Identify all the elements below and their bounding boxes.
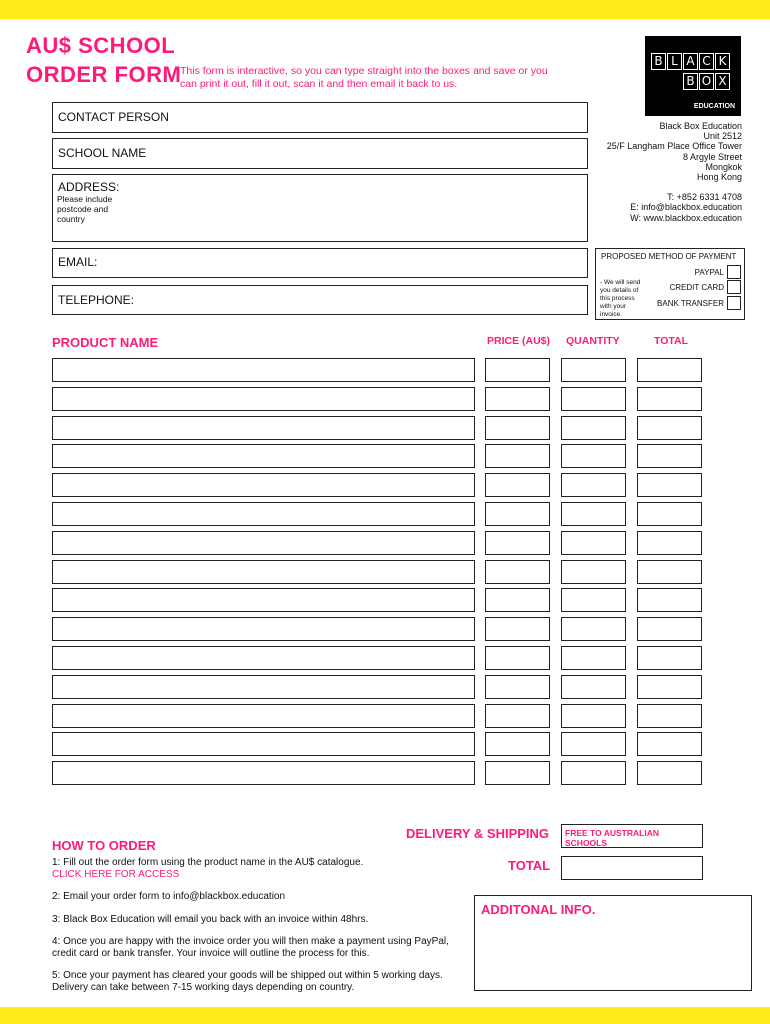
additional-info-field[interactable] bbox=[474, 895, 752, 991]
quantity-input[interactable] bbox=[561, 617, 626, 641]
address-field[interactable] bbox=[52, 174, 588, 242]
address-label: ADDRESS: bbox=[58, 180, 120, 194]
logo-letter: B bbox=[683, 73, 698, 90]
total-input[interactable] bbox=[637, 444, 702, 468]
product-name-header: PRODUCT NAME bbox=[52, 335, 159, 350]
product-name-input[interactable] bbox=[52, 704, 475, 728]
page-title-line1: AU$ SCHOOL bbox=[26, 33, 176, 58]
product-name-input[interactable] bbox=[52, 588, 475, 612]
total-input[interactable] bbox=[637, 416, 702, 440]
price-input[interactable] bbox=[485, 531, 550, 555]
product-name-input[interactable] bbox=[52, 732, 475, 756]
additional-info-label: ADDITONAL INFO. bbox=[481, 902, 596, 917]
logo-letter: B bbox=[651, 53, 666, 70]
step-1: 1: Fill out the order form using the product name in the AU$ catalogue. bbox=[52, 857, 364, 868]
company-contact: Black Box Education Unit 2512 25/F Langham Place Office Tower 8 Argyle Street Mongkok Hong Kong T: +852 6331 4708 E: info@blackbox.education W: www.blackbox.education bbox=[606, 121, 742, 223]
total-input[interactable] bbox=[637, 560, 702, 584]
logo-subtitle: EDUCATION bbox=[693, 103, 735, 110]
step-2: 2: Email your order form to info@blackbox.education bbox=[52, 891, 286, 902]
price-input[interactable] bbox=[485, 761, 550, 785]
price-input[interactable] bbox=[485, 617, 550, 641]
total-header: TOTAL bbox=[654, 335, 689, 347]
quantity-input[interactable] bbox=[561, 444, 626, 468]
school-name-field[interactable] bbox=[52, 138, 588, 169]
product-name-input[interactable] bbox=[52, 560, 475, 584]
delivery-label: DELIVERY & SHIPPING bbox=[406, 826, 550, 841]
total-field[interactable] bbox=[561, 856, 703, 880]
total-input[interactable] bbox=[637, 531, 702, 555]
credit-card-checkbox[interactable] bbox=[727, 280, 741, 294]
product-name-input[interactable] bbox=[52, 416, 475, 440]
credit-card-label: CREDIT CARD bbox=[669, 283, 724, 292]
contact-person-field[interactable] bbox=[52, 102, 588, 133]
step-3: 3: Black Box Education will email you back with an invoice within 48hrs. bbox=[52, 913, 369, 925]
quantity-input[interactable] bbox=[561, 502, 626, 526]
logo-letter: X bbox=[715, 73, 730, 90]
quantity-input[interactable] bbox=[561, 531, 626, 555]
product-name-input[interactable] bbox=[52, 358, 475, 382]
product-name-input[interactable] bbox=[52, 387, 475, 411]
total-input[interactable] bbox=[637, 588, 702, 612]
quantity-input[interactable] bbox=[561, 732, 626, 756]
price-input[interactable] bbox=[485, 704, 550, 728]
bank-transfer-label: BANK TRANSFER bbox=[657, 299, 724, 308]
black-box-logo bbox=[645, 36, 741, 116]
payment-method-box bbox=[595, 248, 745, 320]
logo-letter: O bbox=[699, 73, 714, 90]
quantity-input[interactable] bbox=[561, 646, 626, 670]
total-input[interactable] bbox=[637, 617, 702, 641]
total-label: TOTAL bbox=[508, 858, 551, 873]
payment-heading: PROPOSED METHOD OF PAYMENT bbox=[601, 252, 737, 261]
total-input[interactable] bbox=[637, 704, 702, 728]
quantity-input[interactable] bbox=[561, 387, 626, 411]
quantity-input[interactable] bbox=[561, 358, 626, 382]
logo-letter: L bbox=[667, 53, 682, 70]
price-input[interactable] bbox=[485, 358, 550, 382]
total-input[interactable] bbox=[637, 732, 702, 756]
paypal-label: PAYPAL bbox=[694, 268, 724, 277]
quantity-input[interactable] bbox=[561, 560, 626, 584]
price-input[interactable] bbox=[485, 387, 550, 411]
price-input[interactable] bbox=[485, 560, 550, 584]
how-to-order-heading: HOW TO ORDER bbox=[52, 838, 156, 853]
price-input[interactable] bbox=[485, 675, 550, 699]
product-name-input[interactable] bbox=[52, 675, 475, 699]
quantity-input[interactable] bbox=[561, 761, 626, 785]
price-input[interactable] bbox=[485, 732, 550, 756]
telephone-field[interactable] bbox=[52, 285, 588, 315]
email-field[interactable] bbox=[52, 248, 588, 278]
price-input[interactable] bbox=[485, 416, 550, 440]
price-input[interactable] bbox=[485, 444, 550, 468]
logo-letter: C bbox=[699, 53, 714, 70]
price-input[interactable] bbox=[485, 588, 550, 612]
product-name-input[interactable] bbox=[52, 531, 475, 555]
product-name-input[interactable] bbox=[52, 502, 475, 526]
quantity-input[interactable] bbox=[561, 704, 626, 728]
intro-text: This form is interactive, so you can type straight into the boxes and save or you can print it out, fill it out, scan it and then email it back to us. bbox=[180, 65, 548, 90]
bottom-band bbox=[0, 1007, 770, 1024]
product-name-input[interactable] bbox=[52, 444, 475, 468]
logo-letter: K bbox=[715, 53, 730, 70]
email-label: EMAIL: bbox=[58, 255, 98, 269]
paypal-checkbox[interactable] bbox=[727, 265, 741, 279]
address-hint: Please include postcode and country bbox=[57, 194, 113, 224]
product-name-input[interactable] bbox=[52, 473, 475, 497]
product-name-input[interactable] bbox=[52, 646, 475, 670]
contact-person-label: CONTACT PERSON bbox=[58, 110, 169, 124]
bank-transfer-checkbox[interactable] bbox=[727, 296, 741, 310]
total-input[interactable] bbox=[637, 473, 702, 497]
price-input[interactable] bbox=[485, 646, 550, 670]
product-name-input[interactable] bbox=[52, 617, 475, 641]
quantity-input[interactable] bbox=[561, 675, 626, 699]
logo-letter: A bbox=[683, 53, 698, 70]
total-input[interactable] bbox=[637, 646, 702, 670]
step-5: 5: Once your payment has cleared your goods will be shipped out within 5 working days. Delivery can take between 7-15 working days depending on country. bbox=[52, 970, 443, 993]
quantity-input[interactable] bbox=[561, 588, 626, 612]
total-input[interactable] bbox=[637, 502, 702, 526]
school-name-label: SCHOOL NAME bbox=[58, 146, 147, 160]
page-title-line2: ORDER FORM bbox=[26, 62, 182, 87]
total-input[interactable] bbox=[637, 387, 702, 411]
total-input[interactable] bbox=[637, 358, 702, 382]
order-steps bbox=[52, 857, 452, 1004]
catalogue-access-link[interactable]: CLICK HERE FOR ACCESS bbox=[52, 868, 180, 880]
delivery-value: FREE TO AUSTRALIAN SCHOOLS bbox=[561, 824, 703, 848]
price-input[interactable] bbox=[485, 502, 550, 526]
telephone-label: TELEPHONE: bbox=[58, 293, 135, 307]
quantity-input[interactable] bbox=[561, 416, 626, 440]
product-name-input[interactable] bbox=[52, 761, 475, 785]
price-header: PRICE (AU$) bbox=[487, 335, 551, 347]
quantity-header: QUANTITY bbox=[566, 335, 620, 347]
price-input[interactable] bbox=[485, 473, 550, 497]
step-4: 4: Once you are happy with the invoice order you will then make a payment using PayPal, credit card or bank transfer. Your invoice will outline the process for this. bbox=[52, 936, 449, 959]
top-band bbox=[0, 0, 770, 19]
total-input[interactable] bbox=[637, 761, 702, 785]
total-input[interactable] bbox=[637, 675, 702, 699]
quantity-input[interactable] bbox=[561, 473, 626, 497]
payment-note: - We will send you details of this process with your invoice. bbox=[600, 279, 641, 318]
